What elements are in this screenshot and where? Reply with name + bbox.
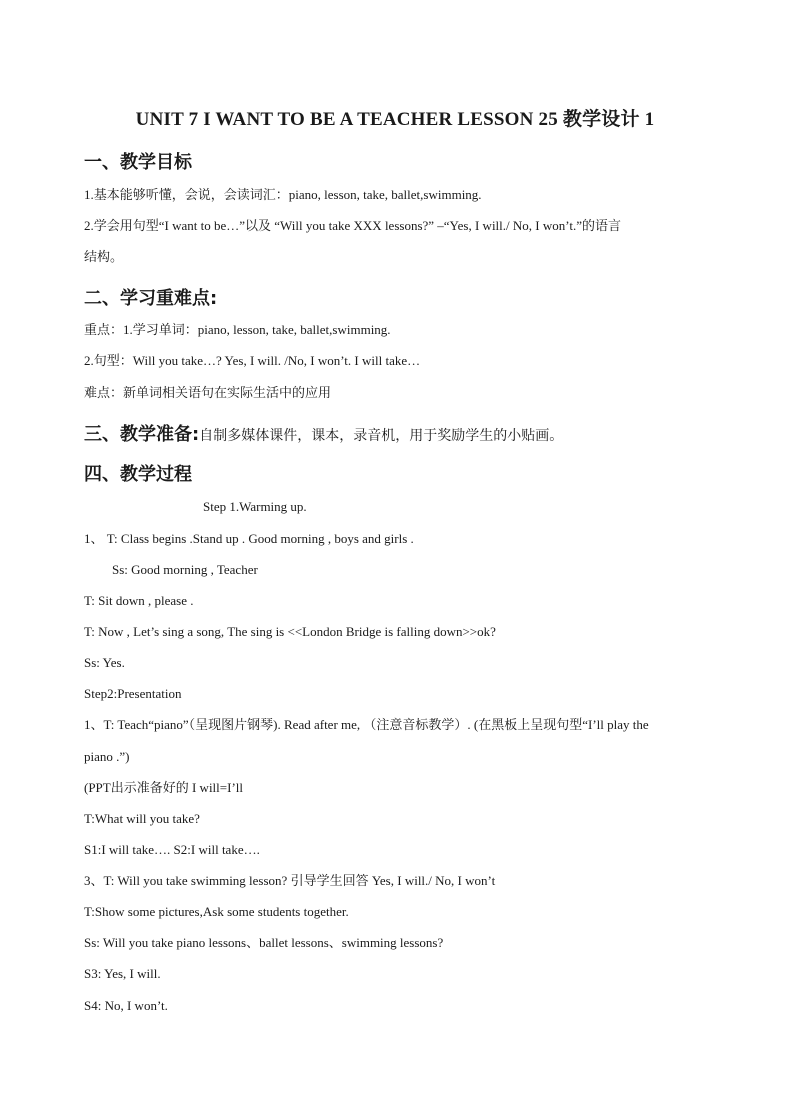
process-line: piano .”) [84,749,130,764]
key-point-line-1: 重点：1.学习单词：piano, lesson, take, ballet,swimming. [84,322,391,337]
process-line: (PPT出示准备好的 I will=I’ll [84,780,243,795]
preparation-heading-label: 三、教学准备: [84,424,200,445]
section-heading-objectives: 一、教学目标 [84,152,192,173]
process-line: 1、 T: Class begins .Stand up . Good morning , boys and girls . [84,531,414,546]
difficulty-line: 难点：新单词相关语句在实际生活中的应用 [84,385,332,400]
process-line: S1:I will take…. S2:I will take…. [84,842,260,857]
document-title: UNIT 7 I WANT TO BE A TEACHER LESSON 25 教学设计 1 [135,109,655,130]
objective-line-2: 2.学会用句型“I want to be…”以及 “Will you take XXX lessons?” –“Yes, I will./ No, I won’t.”的语言 [84,218,621,233]
section-heading-key-points: 二、学习重难点: [84,288,218,309]
key-point-line-2: 2.句型：Will you take…? Yes, I will. /No, I won’t. I will take… [84,353,421,368]
process-line: S4: No, I won’t. [84,998,168,1013]
preparation-text: 自制多媒体课件，课本，录音机，用于奖励学生的小贴画。 [199,428,564,444]
process-line: Ss: Will you take piano lessons、ballet lessons、swimming lessons? [84,935,444,950]
process-line: T: Now , Let’s sing a song, The sing is <<London Bridge is falling down>>ok? [84,624,496,639]
section-heading-process: 四、教学过程 [84,464,192,485]
process-line: T:Show some pictures,Ask some students together. [84,904,349,919]
process-line: Step 1.Warming up. [203,499,307,514]
process-line: 3、T: Will you take swimming lesson? 引导学生回答 Yes, I will./ No, I won’t [84,873,496,888]
process-line: T:What will you take? [84,811,200,826]
process-line: T: Sit down , please . [84,593,194,608]
process-line: Step2:Presentation [84,686,182,701]
process-line: Ss: Yes. [84,655,125,670]
process-line: Ss: Good morning , Teacher [112,562,258,577]
objective-line-2-cont: 结构。 [84,249,124,264]
objective-line-1: 1.基本能够听懂，会说，会读词汇：piano, lesson, take, ballet,swimming. [84,187,482,202]
section-heading-preparation [84,420,563,446]
process-line: S3: Yes, I will. [84,966,161,981]
process-line: 1、T: Teach“piano”（呈现图片钢琴). Read after me, （注意音标教学）. (在黑板上呈现句型“I’ll play the [84,717,649,732]
